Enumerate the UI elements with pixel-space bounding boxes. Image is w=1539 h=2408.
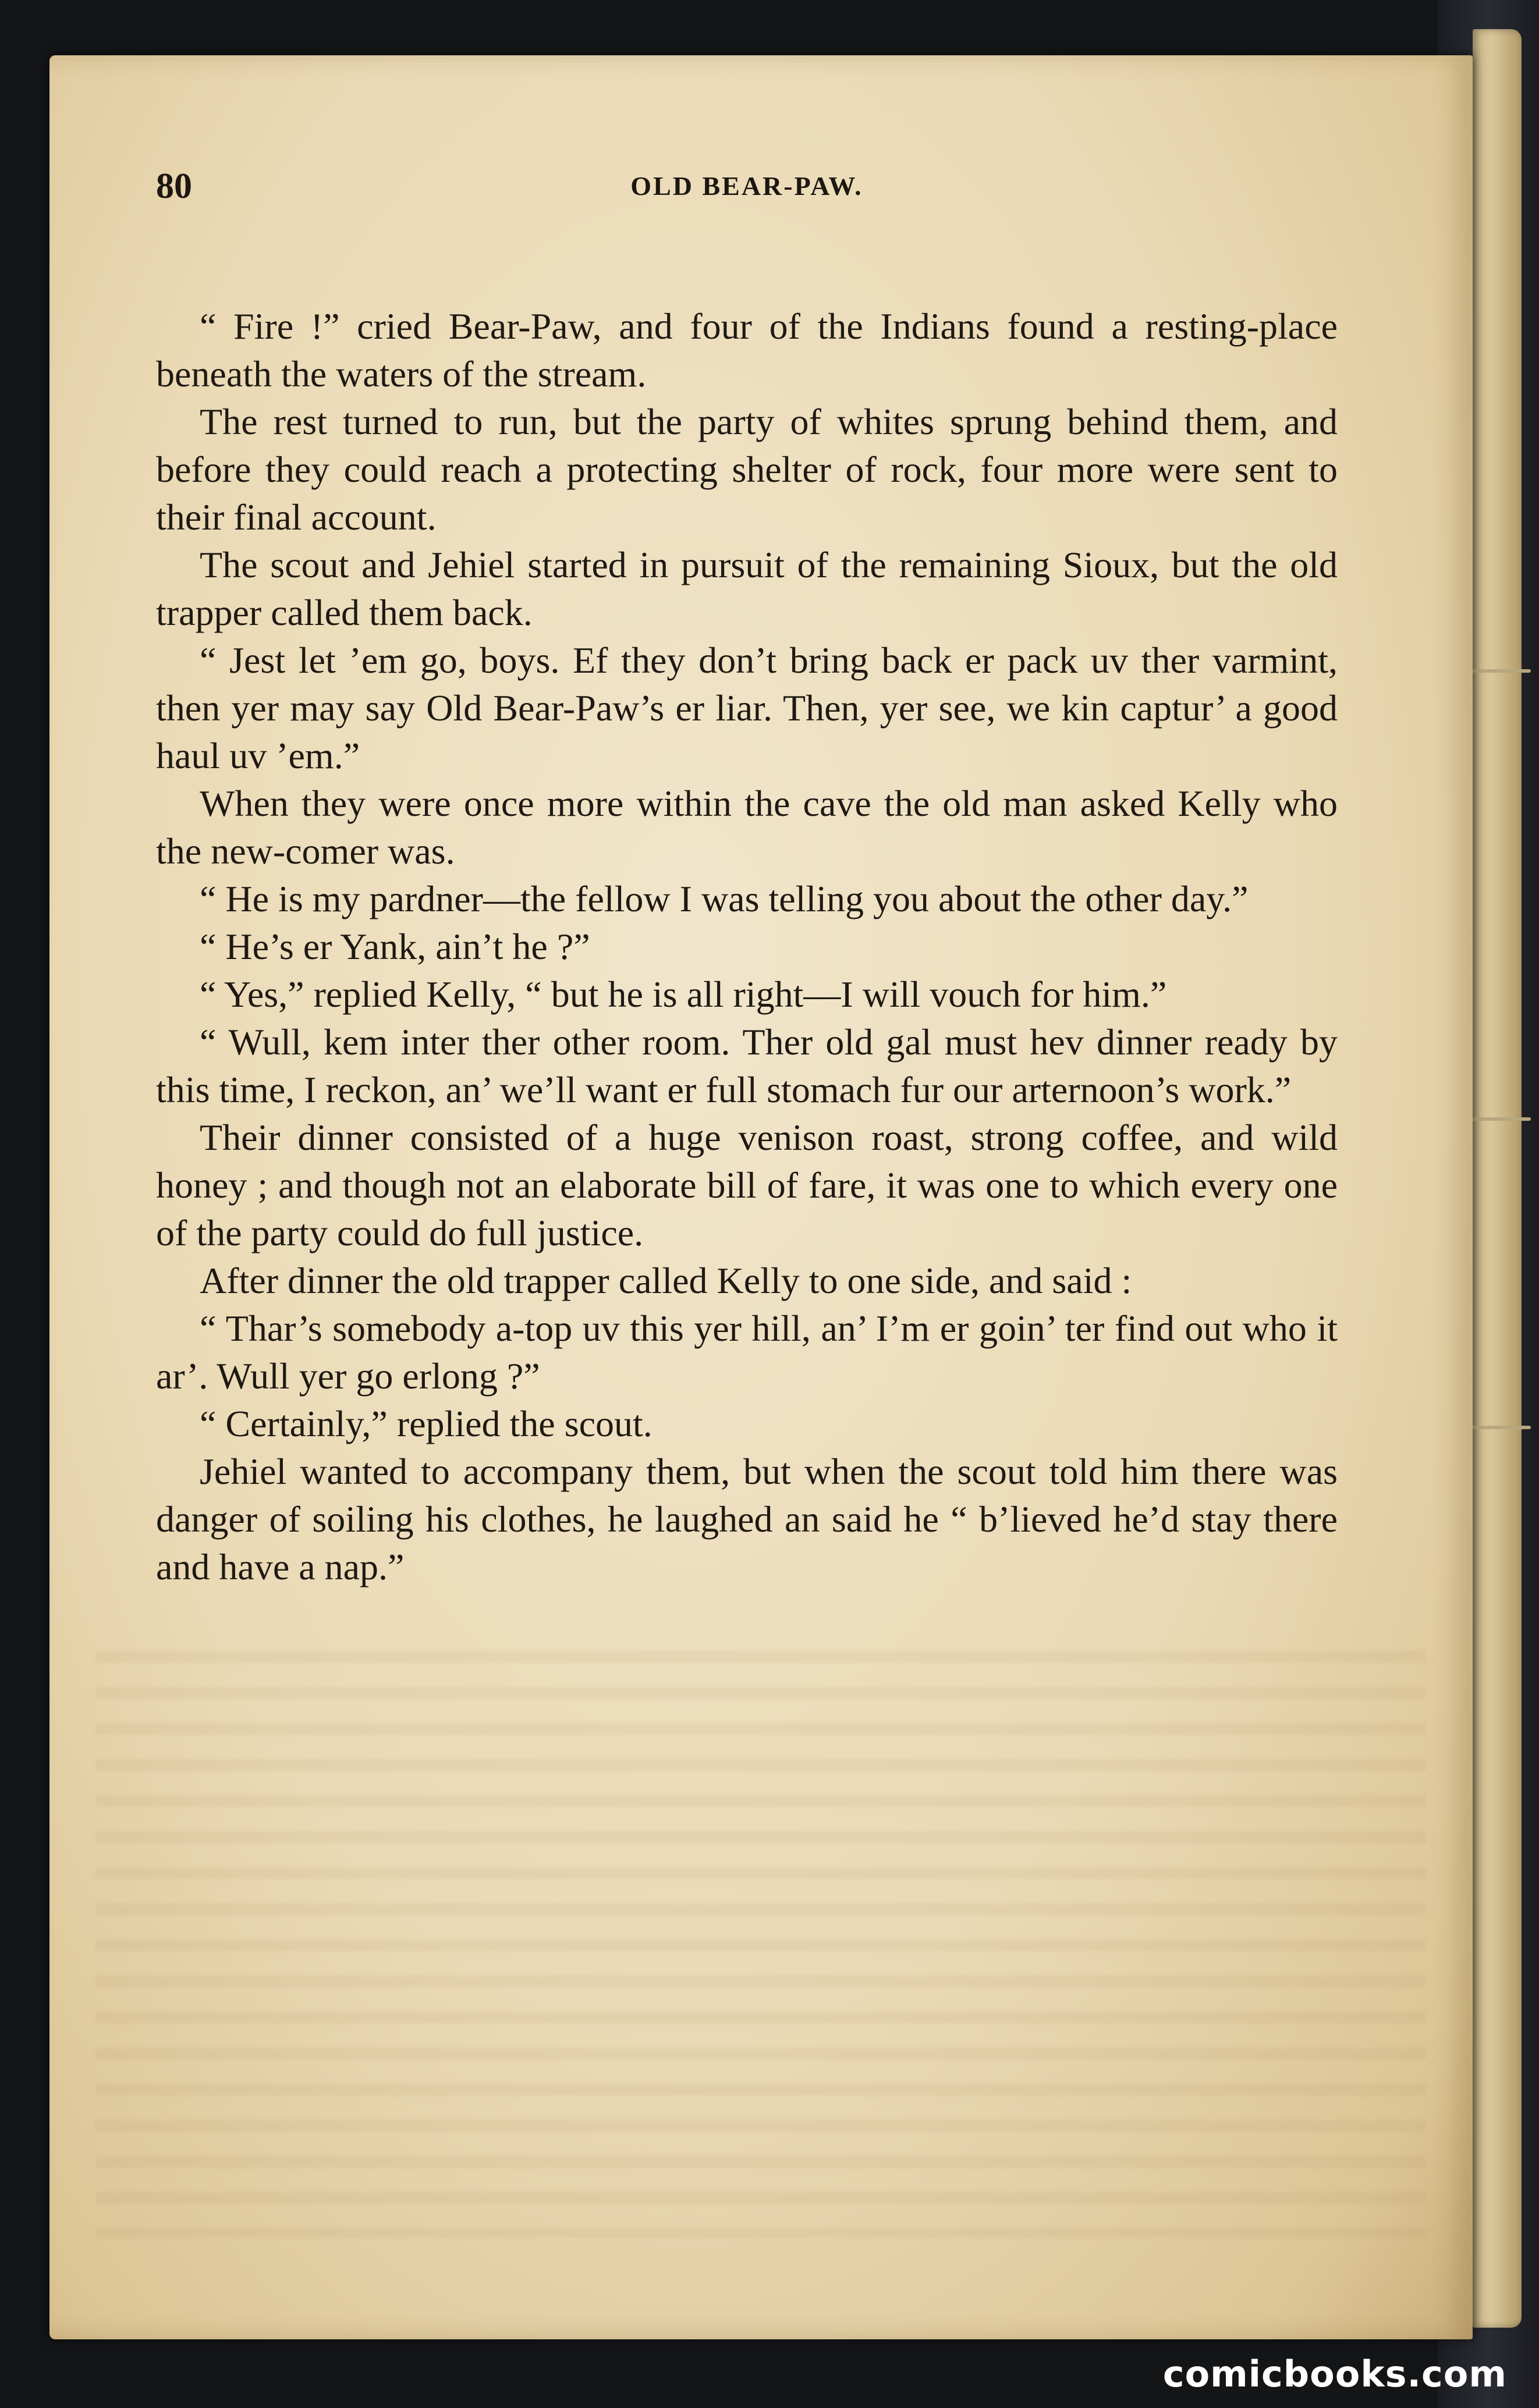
paragraph: The scout and Jehiel started in pursuit of the remaining Sioux, but the old trapper called them back. xyxy=(156,544,1338,633)
paragraph: “ Yes,” replied Kelly, “ but he is all right—I will vouch for him.” xyxy=(200,974,1167,1015)
paragraph: When they were once more within the cave the old man asked Kelly who the new-comer was. xyxy=(156,783,1338,872)
site-watermark: comicbooks.com xyxy=(1162,2353,1507,2395)
show-through-text xyxy=(96,1626,1426,2237)
adjacent-page-edge xyxy=(1473,29,1522,2328)
body-text xyxy=(156,303,1338,1591)
paragraph: “ Certainly,” replied the scout. xyxy=(200,1403,653,1444)
paragraph: After dinner the old trapper called Kelly to one side, and said : xyxy=(200,1260,1132,1301)
page-number: 80 xyxy=(156,166,192,206)
paragraph: “ He’s er Yank, ain’t he ?” xyxy=(200,926,590,967)
paragraph: Their dinner consisted of a huge venison roast, strong coffee, and wild honey ; and though not an elaborate bill of fare, it was one to which every one of the party could do full justice. xyxy=(156,1117,1338,1253)
paragraph: The rest turned to run, but the party of whites sprung behind them, and before they could reach a protecting shelter of rock, four more were sent to their final account. xyxy=(156,401,1338,538)
paragraph: “ Jest let ’em go, boys. Ef they don’t bring back er pack uv ther varmint, then yer may say Old Bear-Paw’s er liar. Then, yer see, we kin captur’ a good haul uv ’em.” xyxy=(156,640,1338,776)
paragraph: “ Thar’s somebody a-top uv this yer hill, an’ I’m er goin’ ter find out who it ar’. Wull yer go erlong ?” xyxy=(156,1308,1338,1397)
running-head: OLD BEAR-PAW. xyxy=(630,171,863,201)
paragraph: “ Fire !” cried Bear-Paw, and four of the Indians found a resting-place beneath the waters of the stream. xyxy=(156,306,1338,395)
paragraph: Jehiel wanted to accompany them, but when the scout told him there was danger of soiling his clothes, he laughed an said he “ b’lieved he’d stay there and have a nap.” xyxy=(156,1451,1338,1587)
paragraph: “ Wull, kem inter ther other room. Ther old gal must hev dinner ready by this time, I reckon, an’ we’ll want er full stomach fur our arternoon’s work.” xyxy=(156,1021,1338,1110)
paragraph: “ He is my pardner—the fellow I was telling you about the other day.” xyxy=(200,878,1249,919)
page-header xyxy=(156,151,1338,221)
